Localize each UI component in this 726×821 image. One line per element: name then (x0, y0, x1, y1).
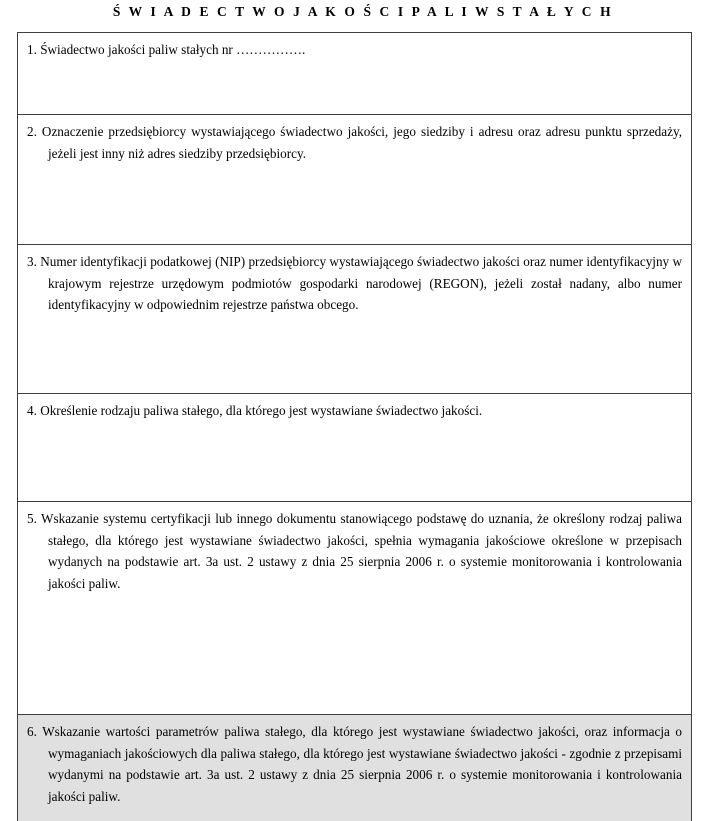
form-cell-4 (18, 394, 692, 502)
form-cell-3 (18, 245, 692, 394)
form-item-3-number: 3. (27, 254, 37, 269)
form-item-5-number: 5. (27, 511, 37, 526)
form-row-4 (18, 394, 692, 502)
form-row-3 (18, 245, 692, 394)
form-cell-1 (18, 33, 692, 115)
form-item-3-text: Numer identyfikacji podatkowej (NIP) przedsiębiorcy wystawiającego świadectwo jakości oraz numer identyfikacyjny w krajowym rejestrze urzędowym podmiotów gospodarki narodowej (REGON), jeżeli został nadany, albo numer identyfikacyjny w odpowiednim rejestrze państwa obcego. (40, 254, 682, 312)
form-item-6-number: 6. (27, 724, 37, 739)
form-item-6-text: Wskazanie wartości parametrów paliwa stałego, dla którego jest wystawiane świadectwo jakości, oraz informacja o wymaganiach jakościowych dla paliwa stałego, dla którego jest wystawiane świadectwo jakości - zgodnie z przepisami wydanymi na podstawie art. 3a ust. 2 ustawy z dnia 25 sierpnia 2006 r. o systemie monitorowania i kontrolowania jakości paliw. (42, 724, 682, 804)
form-item-1-text: Świadectwo jakości paliw stałych nr ……………. (40, 42, 305, 57)
form-item-1-number: 1. (27, 42, 37, 57)
form-cell-6-body (18, 715, 691, 811)
form-cell-2 (18, 115, 692, 245)
form-cell-4-body (18, 394, 691, 426)
form-item-5-paragraph (27, 508, 682, 594)
form-cell-5 (18, 502, 692, 715)
form-item-5-text: Wskazanie systemu certyfikacji lub innego dokumentu stanowiącego podstawę do uznania, że określony rodzaj paliwa stałego, dla którego jest wystawiane świadectwo jakości, spełnia wymagania jakościowe określone w przepisach wydanych na podstawie art. 3a ust. 2 ustawy z dnia 25 sierpnia 2006 r. o systemie monitorowania i kontrolowania jakości paliw. (41, 511, 682, 591)
form-item-4-paragraph (27, 400, 682, 422)
form-item-2-number: 2. (27, 124, 37, 139)
form-item-1-paragraph (27, 39, 682, 61)
form-row-2 (18, 115, 692, 245)
form-item-2-paragraph (27, 121, 682, 164)
form-item-2-text: Oznaczenie przedsiębiorcy wystawiającego świadectwo jakości, jego siedziby i adresu oraz adresu punktu sprzedaży, jeżeli jest inny niż adres siedziby przedsiębiorcy. (42, 124, 682, 161)
form-item-4-number: 4. (27, 403, 37, 418)
form-row-6 (18, 715, 692, 821)
form-cell-5-body (18, 502, 691, 598)
page-title: Ś W I A D E C T W O J A K O Ś C I P A L I W S T A Ł Y C H (0, 0, 726, 20)
form-cell-1-body (18, 33, 691, 65)
form-cell-2-body (18, 115, 691, 168)
form-cell-3-body (18, 245, 691, 320)
form-item-4-text: Określenie rodzaju paliwa stałego, dla którego jest wystawiane świadectwo jakości. (40, 403, 482, 418)
form-row-1 (18, 33, 692, 115)
form-cell-6 (18, 715, 692, 821)
form-row-5 (18, 502, 692, 715)
form-item-6-paragraph (27, 721, 682, 807)
form-item-3-paragraph (27, 251, 682, 316)
form-table-body (18, 33, 692, 821)
quality-certificate-form-table (17, 32, 692, 821)
